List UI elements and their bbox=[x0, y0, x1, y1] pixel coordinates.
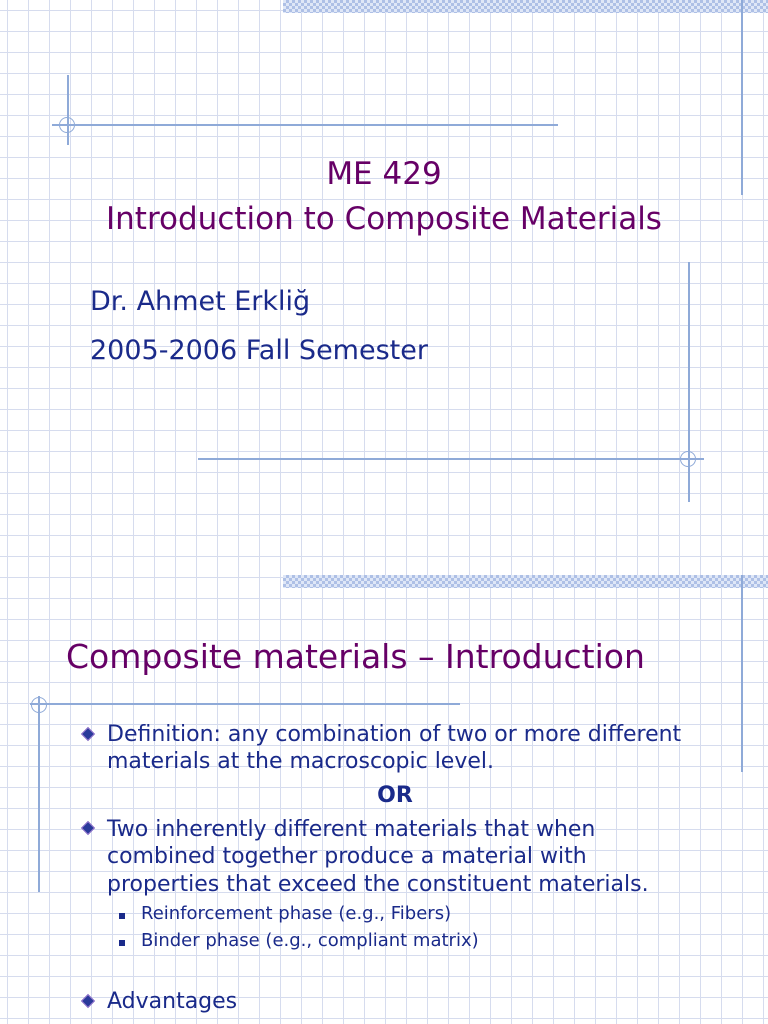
or-separator: OR bbox=[377, 783, 413, 808]
sub-bullet-reinforcement: Reinforcement phase (e.g., Fibers) bbox=[141, 903, 452, 924]
instructor-name: Dr. Ahmet Erkliğ bbox=[90, 286, 311, 317]
sub-bullet-square-icon bbox=[119, 913, 125, 919]
decorative-horizontal-line bbox=[52, 124, 558, 126]
decorative-horizontal-line bbox=[30, 703, 460, 705]
sub-bullet-square-icon bbox=[119, 940, 125, 946]
bullet-definition-line-2: materials at the macroscopic level. bbox=[107, 749, 494, 774]
decorative-checker-band bbox=[283, 575, 768, 588]
bullet-advantages: Advantages bbox=[107, 989, 238, 1014]
crosshair-circle-icon bbox=[31, 697, 47, 713]
bullet-definition-2-line-3: properties that exceed the constituent materials. bbox=[107, 872, 649, 897]
content-slide bbox=[0, 575, 768, 1024]
bullet-diamond-icon bbox=[81, 727, 95, 741]
slide-title-line-1: ME 429 bbox=[326, 156, 442, 192]
bullet-diamond-icon bbox=[81, 994, 95, 1008]
bullet-definition-2-line-2: combined together produce a material with bbox=[107, 844, 587, 869]
bullet-definition-line-1: Definition: any combination of two or more different bbox=[107, 722, 682, 747]
bullet-definition-2-line-1: Two inherently different materials that when bbox=[107, 817, 596, 842]
crosshair-circle-icon bbox=[59, 117, 75, 133]
decorative-vertical-line bbox=[741, 575, 743, 772]
sub-bullet-binder: Binder phase (e.g., compliant matrix) bbox=[141, 930, 479, 951]
decorative-horizontal-line bbox=[198, 458, 704, 460]
crosshair-circle-icon bbox=[680, 451, 696, 467]
semester-label: 2005-2006 Fall Semester bbox=[90, 335, 428, 366]
slide-title: Composite materials – Introduction bbox=[66, 637, 645, 676]
slide-title-line-2: Introduction to Composite Materials bbox=[106, 201, 662, 237]
decorative-vertical-line bbox=[67, 75, 69, 145]
decorative-checker-band bbox=[283, 0, 768, 13]
bullet-diamond-icon bbox=[81, 821, 95, 835]
